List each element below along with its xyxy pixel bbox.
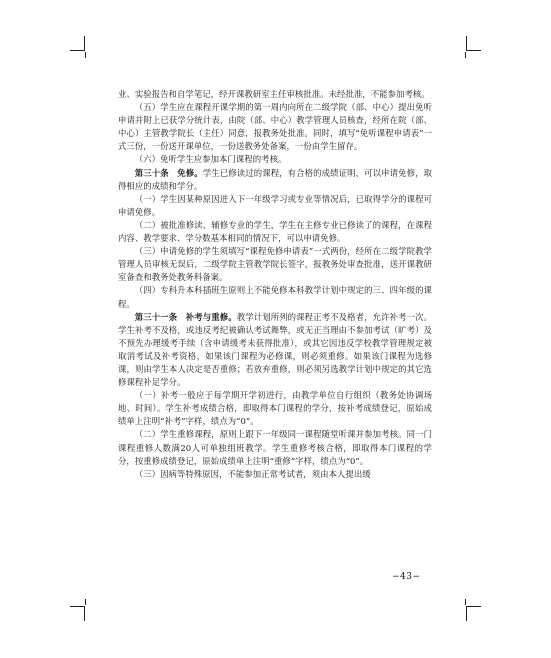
paragraph-text: （四）专科升本科插班生原则上不能免修本科教学计划中规定的三、四年级的课程。	[118, 285, 432, 309]
paragraph	[118, 468, 432, 481]
paragraph-text: 业、实验报告和自学笔记，经开课教研室主任审核批准。未经批准，不能参加考核。	[118, 89, 430, 99]
article-30	[118, 167, 432, 193]
article-31	[118, 311, 432, 390]
paragraph-text: （五）学生应在课程开课学期的第一周内向所在二级学院（部、中心）提出免听申请并附上已获学分统计表，由院（部、中心）教学管理人员核查，经所在院（部、中心）主管教学院长（主任）同意，报教务处批准。同时，填写“免听课程申请表”一式三份，一份送开课单位，一份送教务处备案，一份由学生留存。	[118, 102, 432, 152]
article-heading: 第三十条 免修。	[134, 167, 203, 178]
paragraph	[118, 153, 432, 166]
paragraph-text: （三）申请免修的学生须填写“课程免修申请表”一式两份，经所在二级学院教学管理人员审核无误后，二级学院主管教学院长签字，报教务处审查批准，送开课教研室备查和教务处教务科备案。	[118, 246, 432, 283]
page-number: −43−	[392, 572, 421, 582]
crop-mark-top-left	[70, 36, 85, 51]
paragraph	[118, 389, 432, 428]
paragraph-text: （六）免听学生应参加本门课程的考核。	[134, 154, 287, 165]
paragraph	[118, 428, 432, 467]
paragraph	[118, 101, 432, 153]
paragraph-text: （二）被批准修读、辅修专业的学生，学生在主修专业已修读了的课程，在课程内容、教学要求、学分数基本相同的情况下，可以申请免修。	[118, 219, 432, 244]
paragraph	[118, 219, 432, 245]
paragraph-text: （二）学生重修课程，原则上跟下一年级同一课程随堂听课并参加考核。同一门课程重修人数满20人可单独组班教学。学生重修考核合格，即取得本门课程的学分，按重修成绩登记，原始成绩单上注明“重修”字样，绩点为“0”。	[118, 429, 432, 466]
paragraph-text: 学生已修读过的课程，有合格的成绩证明，可以申请免修，取得相应的成绩和学分。	[118, 167, 432, 191]
paragraph-text: （三）因病等特殊原因，不能参加正常考试者，须由本人提出缓	[134, 468, 371, 479]
crop-mark-top-right	[466, 36, 481, 51]
crop-mark-bottom-right	[466, 606, 481, 621]
page-body	[118, 88, 432, 481]
paragraph	[118, 245, 432, 284]
paragraph	[118, 193, 432, 219]
paragraph-text: 教学计划所列的课程正考不及格者，允许补考一次。学生补考不及格，或违反考纪被确认考试舞弊，或无正当理由不参加考试（旷考）及不预先办理缓考手续（含申请缓考未获得批准），或其它因违反学校教学管理规定被取消考试及补考资格，如果该门课程为必修课，则必须重修。如果该门课程为选修课，则由学生本人决定是否重修；若放弃重修，则必须另选教学计划中规定的其它选修课程补足学分。	[118, 311, 432, 388]
paragraph-text: （一）补考一般应于每学期开学初进行，由教学单位自行组织（教务处协调场地、时间）。学生补考成绩合格，即取得本门课程的学分，按补考成绩登记，原始成绩单上注明“补考”字样，绩点为“0”。	[118, 390, 432, 427]
paragraph-continued	[118, 88, 432, 101]
paragraph	[118, 284, 432, 310]
paragraph-text: （一）学生因某种原因进入下一年级学习或专业等情况后，已取得学分的课程可申请免修。	[118, 193, 432, 217]
article-heading: 第三十一条 补考与重修。	[134, 311, 237, 322]
crop-mark-bottom-left	[70, 606, 85, 621]
